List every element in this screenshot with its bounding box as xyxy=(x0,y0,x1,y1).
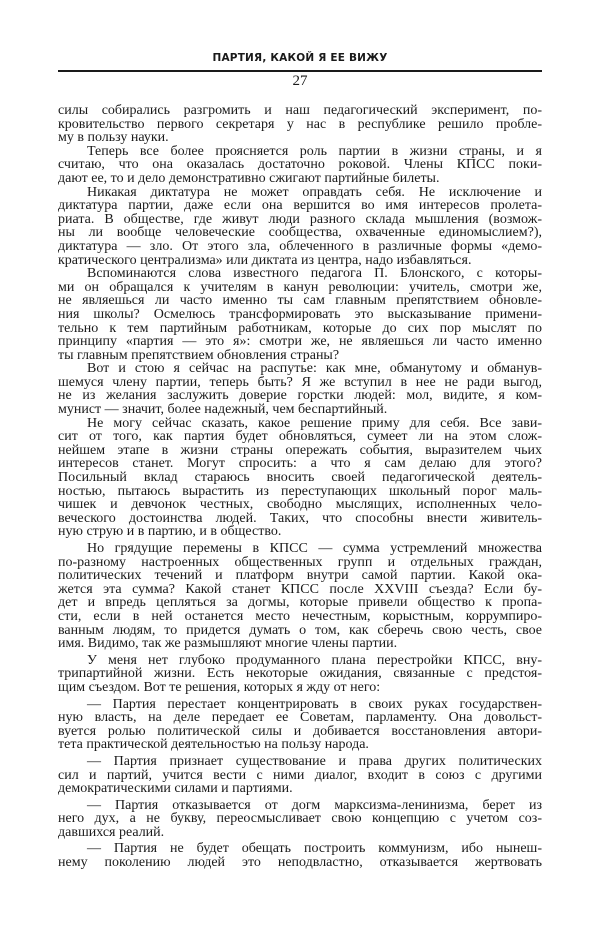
paragraph xyxy=(58,755,542,796)
text-line: риата. В обществе, где живут люди разного склада мышления (возмож- xyxy=(58,211,542,227)
text-line: ванным людям, то придется думать о том, как сберечь свою честь, свое xyxy=(58,622,542,638)
text-line: ностью, пытаюсь вырастить из переступающих школьный порог маль- xyxy=(58,483,542,499)
text-line: имя. Видимо, так же размышляют многие члены партии. xyxy=(58,636,398,652)
text-line: считаю, что она оказалась достаточно роковой. Члены КПСС поки- xyxy=(58,157,542,173)
text-line: интересов станет. Могут спросить: а что я сам делаю для этого? xyxy=(58,456,542,472)
text-line: по-разному настроенных общественных групп и отдельных граждан, xyxy=(58,554,542,570)
text-line: дают ее, то и дело демонстративно сжигают партийные билеты. xyxy=(58,170,440,186)
text-line: вуется ролью политической силы и добивается восстановления автори- xyxy=(58,723,542,739)
text-line: Никакая диктатура не может оправдать себя. Не исключение и xyxy=(87,184,542,200)
text-line: щим съездом. Вот те решения, которых я жду от него: xyxy=(58,679,381,695)
paragraph xyxy=(58,362,542,416)
text-line: — Партия перестает концентрировать в своих руках государствен- xyxy=(87,696,542,712)
running-header-title: ПАРТИЯ, КАКОЙ Я ЕЕ ВИЖУ xyxy=(212,52,388,64)
text-line: дет и впредь цепляться за догмы, которые привели общество к пропа- xyxy=(58,595,542,611)
text-line: му в пользу науки. xyxy=(58,130,169,146)
text-line: сил и партий, учится вести с ними диалог, входит в союз с другими xyxy=(58,767,542,783)
text-line: ную власть, на деле передает ее Советам, парламенту. Она довольст- xyxy=(58,710,542,726)
text-line: шемуся члену партии, теперь быть? Я же вступил в нее не ради выгод, xyxy=(58,374,542,390)
paragraph xyxy=(58,145,542,186)
paragraph xyxy=(58,799,542,840)
page-number: 27 xyxy=(292,73,308,89)
text-line: тета практической деятельностью на пользу народа. xyxy=(58,737,369,753)
text-line: кратического централизма» или диктата из центра, надо избавляться. xyxy=(58,252,472,268)
text-line: тельно к тем партийным работникам, которые до сих пор мыслят по xyxy=(58,320,542,336)
paragraph xyxy=(58,417,542,539)
text-line: трипартийной жизни. Есть некоторые ожидания, связанные с предстоя- xyxy=(58,666,542,682)
text-line: Вот и стою я сейчас на распутье: как мне, обманутому и обманув- xyxy=(87,361,542,377)
text-line: Вспоминаются слова известного педагога П. Блонского, с которы- xyxy=(87,266,542,282)
paragraph xyxy=(58,698,542,752)
text-line: ны ли вообще человеческие сообщества, охваченные единомыслием?), xyxy=(58,225,542,241)
text-line: принципу «партия — это я»: смотри же, не являешься ли часто именно xyxy=(58,334,542,350)
paragraph xyxy=(58,267,542,362)
text-line: кровительство первого секретаря у нас в республике решило пробле- xyxy=(58,116,542,132)
text-line: — Партия отказывается от догм марксизма-ленинизма, берет из xyxy=(87,797,542,813)
text-line: силы собирались разгромить и наш педагогический эксперимент, по- xyxy=(58,103,542,118)
page-body-text xyxy=(58,104,542,870)
text-line: него дух, а не букву, переосмысливает свою концепцию с учетом соз- xyxy=(58,811,542,827)
text-line: Теперь все более проясняется роль партии в жизни страны, и я xyxy=(87,143,542,159)
paragraph xyxy=(58,104,542,145)
text-line: ты главным препятствием обновления страны? xyxy=(58,347,340,363)
text-line: Но грядущие перемены в КПСС — сумма устремлений множества xyxy=(87,541,542,556)
text-line: демократическими силами и партиями. xyxy=(58,781,293,797)
text-line: У меня нет глубоко продуманного плана перестройки КПСС, вну- xyxy=(87,652,542,668)
paragraph xyxy=(58,542,542,651)
header-rule xyxy=(58,70,542,72)
text-line: ния школы? Осмелюсь трансформировать это высказывание примени- xyxy=(58,306,542,322)
text-line: чишек и девчонок честных, свободно мыслящих, исполненных чело- xyxy=(58,497,542,513)
text-line: сит от того, как партия будет обновляться, сумеет ли на этом слож- xyxy=(58,429,542,445)
text-line: политических течений и платформ внутри самой партии. Какой ока- xyxy=(58,568,542,584)
text-line: веческого достоинства людей. Таких, что способны внести живитель- xyxy=(58,510,542,526)
text-line: диктатура партии, даже если она вершится во имя интересов пролета- xyxy=(58,198,542,214)
text-line: — Партия не будет обещать построить коммунизм, ибо нынеш- xyxy=(87,841,542,857)
paragraph xyxy=(58,654,542,695)
text-line: мунист — значит, более надежный, чем беспартийный. xyxy=(58,402,388,418)
text-line: не из желания заслужить доверие горстки людей: мол, видите, я ком- xyxy=(58,388,542,404)
text-line: нему поколению людей это неподвластно, отказывается жертвовать xyxy=(58,855,542,871)
text-line: — Партия признает существование и права других политических xyxy=(87,753,542,769)
text-line: жется эта сумма? Какой станет КПСС после XXVIII съезда? Если бу- xyxy=(58,581,542,597)
text-line: ную струю и в партию, и в общество. xyxy=(58,524,282,540)
text-line: диктатура — зло. От этого зла, облеченного в различные формы «демо- xyxy=(58,238,542,254)
paragraph xyxy=(58,186,542,268)
text-line: Посильный вклад стараюсь вносить своей педагогической деятель- xyxy=(58,470,542,486)
paragraph xyxy=(58,842,542,869)
text-line: ми он обращался к учителям в канун революции: учитель, смотри же, xyxy=(58,279,542,295)
text-line: Не могу сейчас сказать, какое решение приму для себя. Все зави- xyxy=(87,415,542,431)
text-line: сти, если в ней останется место нечестным, корыстным, коррумпиро- xyxy=(58,608,542,624)
text-line: не являешься ли часто именно ты сам главным препятствием обновле- xyxy=(58,293,542,309)
text-line: нейшем этапе в жизни страны опережать события, выразителем чьих xyxy=(58,442,542,458)
text-line: давшихся реалий. xyxy=(58,824,165,840)
